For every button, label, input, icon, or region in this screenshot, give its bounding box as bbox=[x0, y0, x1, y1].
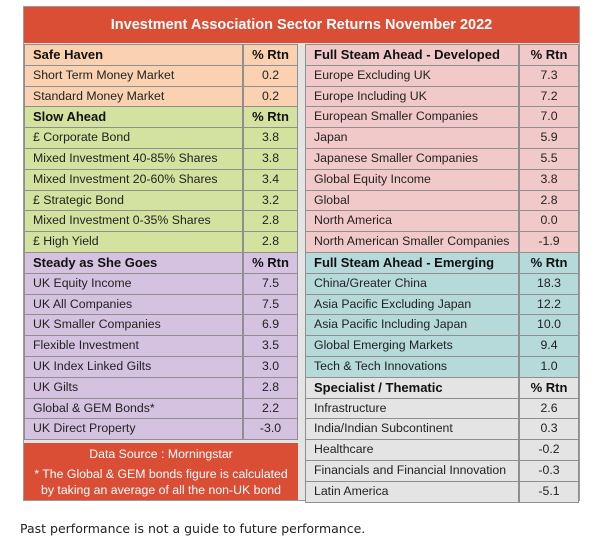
sector-name: UK Index Linked Gilts bbox=[24, 356, 243, 378]
sector-return: -0.3 bbox=[519, 460, 579, 482]
disclaimer-text: Past performance is not a guide to future performance. bbox=[20, 521, 366, 536]
sector-name: Japanese Smaller Companies bbox=[305, 148, 519, 170]
section-header-slow_ahead: Slow Ahead bbox=[24, 106, 243, 128]
sector-name: Asia Pacific Including Japan bbox=[305, 314, 519, 336]
sector-name: Infrastructure bbox=[305, 398, 519, 420]
sector-name: North America bbox=[305, 210, 519, 232]
sector-returns-board bbox=[23, 6, 580, 513]
sector-return: 9.4 bbox=[519, 335, 579, 357]
sector-name: Latin America bbox=[305, 481, 519, 503]
sector-return: 7.2 bbox=[519, 86, 579, 108]
sector-name: North American Smaller Companies bbox=[305, 231, 519, 253]
sector-name: Mixed Investment 20-60% Shares bbox=[24, 169, 243, 191]
sector-return: 3.0 bbox=[243, 356, 298, 378]
section-header-emerging: Full Steam Ahead - Emerging bbox=[305, 252, 519, 274]
sector-return: 3.8 bbox=[519, 169, 579, 191]
pct-return-header: % Rtn bbox=[519, 252, 579, 274]
sector-name: Short Term Money Market bbox=[24, 65, 243, 87]
sector-return: 3.2 bbox=[243, 190, 298, 212]
sector-name: UK Equity Income bbox=[24, 273, 243, 295]
sector-name: Flexible Investment bbox=[24, 335, 243, 357]
sector-return: 3.5 bbox=[243, 335, 298, 357]
pct-return-header: % Rtn bbox=[243, 252, 298, 274]
sector-return: 2.8 bbox=[243, 377, 298, 399]
sector-return: -0.2 bbox=[519, 439, 579, 461]
pct-return-header: % Rtn bbox=[519, 44, 579, 66]
sector-return: 0.2 bbox=[243, 86, 298, 108]
footnote-text: * The Global & GEM bonds figure is calculated by taking an average of all the non-UK bond sectors bbox=[34, 467, 288, 513]
section-header-developed: Full Steam Ahead - Developed bbox=[305, 44, 519, 66]
pct-return-header: % Rtn bbox=[243, 44, 298, 66]
sector-name: India/Indian Subcontinent bbox=[305, 418, 519, 440]
sector-name: Mixed Investment 0-35% Shares bbox=[24, 210, 243, 232]
sector-name: Europe Including UK bbox=[305, 86, 519, 108]
sector-return: 7.5 bbox=[243, 273, 298, 295]
section-header-specialist: Specialist / Thematic bbox=[305, 377, 519, 399]
sector-name: UK Gilts bbox=[24, 377, 243, 399]
section-header-safe_haven: Safe Haven bbox=[24, 44, 243, 66]
pct-return-header: % Rtn bbox=[243, 106, 298, 128]
sector-name: Global Emerging Markets bbox=[305, 335, 519, 357]
sector-name: Global bbox=[305, 190, 519, 212]
sector-return: 6.9 bbox=[243, 314, 298, 336]
sector-name: Europe Excluding UK bbox=[305, 65, 519, 87]
sector-name: Standard Money Market bbox=[24, 86, 243, 108]
sector-return: 2.8 bbox=[519, 190, 579, 212]
sector-return: 2.8 bbox=[243, 210, 298, 232]
sector-return: 7.3 bbox=[519, 65, 579, 87]
sector-return: 7.0 bbox=[519, 106, 579, 128]
sector-name: Global & GEM Bonds* bbox=[24, 398, 243, 420]
sector-return: 1.0 bbox=[519, 356, 579, 378]
sector-return: -1.9 bbox=[519, 231, 579, 253]
sector-name: £ Strategic Bond bbox=[24, 190, 243, 212]
source-box bbox=[24, 443, 298, 513]
sector-return: 0.3 bbox=[519, 418, 579, 440]
sector-return: 5.5 bbox=[519, 148, 579, 170]
sector-return: 10.0 bbox=[519, 314, 579, 336]
sector-return: 3.4 bbox=[243, 169, 298, 191]
sector-return: 3.8 bbox=[243, 148, 298, 170]
sector-name: UK Direct Property bbox=[24, 418, 243, 440]
sector-return: -3.0 bbox=[243, 418, 298, 440]
sector-return: -5.1 bbox=[519, 481, 579, 503]
sector-name: European Smaller Companies bbox=[305, 106, 519, 128]
sector-name: Tech & Tech Innovations bbox=[305, 356, 519, 378]
sector-return: 12.2 bbox=[519, 294, 579, 316]
sector-name: Asia Pacific Excluding Japan bbox=[305, 294, 519, 316]
sector-name: Healthcare bbox=[305, 439, 519, 461]
sector-return: 2.6 bbox=[519, 398, 579, 420]
sector-name: China/Greater China bbox=[305, 273, 519, 295]
sector-return: 3.8 bbox=[243, 127, 298, 149]
sector-name: Global Equity Income bbox=[305, 169, 519, 191]
sector-name: Financials and Financial Innovation bbox=[305, 460, 519, 482]
data-source-text: Data Source : Morningstar bbox=[89, 447, 233, 461]
sector-return: 18.3 bbox=[519, 273, 579, 295]
board-title: Investment Association Sector Returns November 2022 bbox=[24, 7, 579, 43]
sector-name: UK Smaller Companies bbox=[24, 314, 243, 336]
sector-name: Japan bbox=[305, 127, 519, 149]
sector-return: 0.0 bbox=[519, 210, 579, 232]
sector-return: 2.8 bbox=[243, 231, 298, 253]
sector-return: 0.2 bbox=[243, 65, 298, 87]
sector-name: £ Corporate Bond bbox=[24, 127, 243, 149]
sector-return: 7.5 bbox=[243, 294, 298, 316]
sector-name: Mixed Investment 40-85% Shares bbox=[24, 148, 243, 170]
sector-name: UK All Companies bbox=[24, 294, 243, 316]
sector-return: 2.2 bbox=[243, 398, 298, 420]
sector-name: £ High Yield bbox=[24, 231, 243, 253]
section-header-steady: Steady as She Goes bbox=[24, 252, 243, 274]
pct-return-header: % Rtn bbox=[519, 377, 579, 399]
sector-return: 5.9 bbox=[519, 127, 579, 149]
